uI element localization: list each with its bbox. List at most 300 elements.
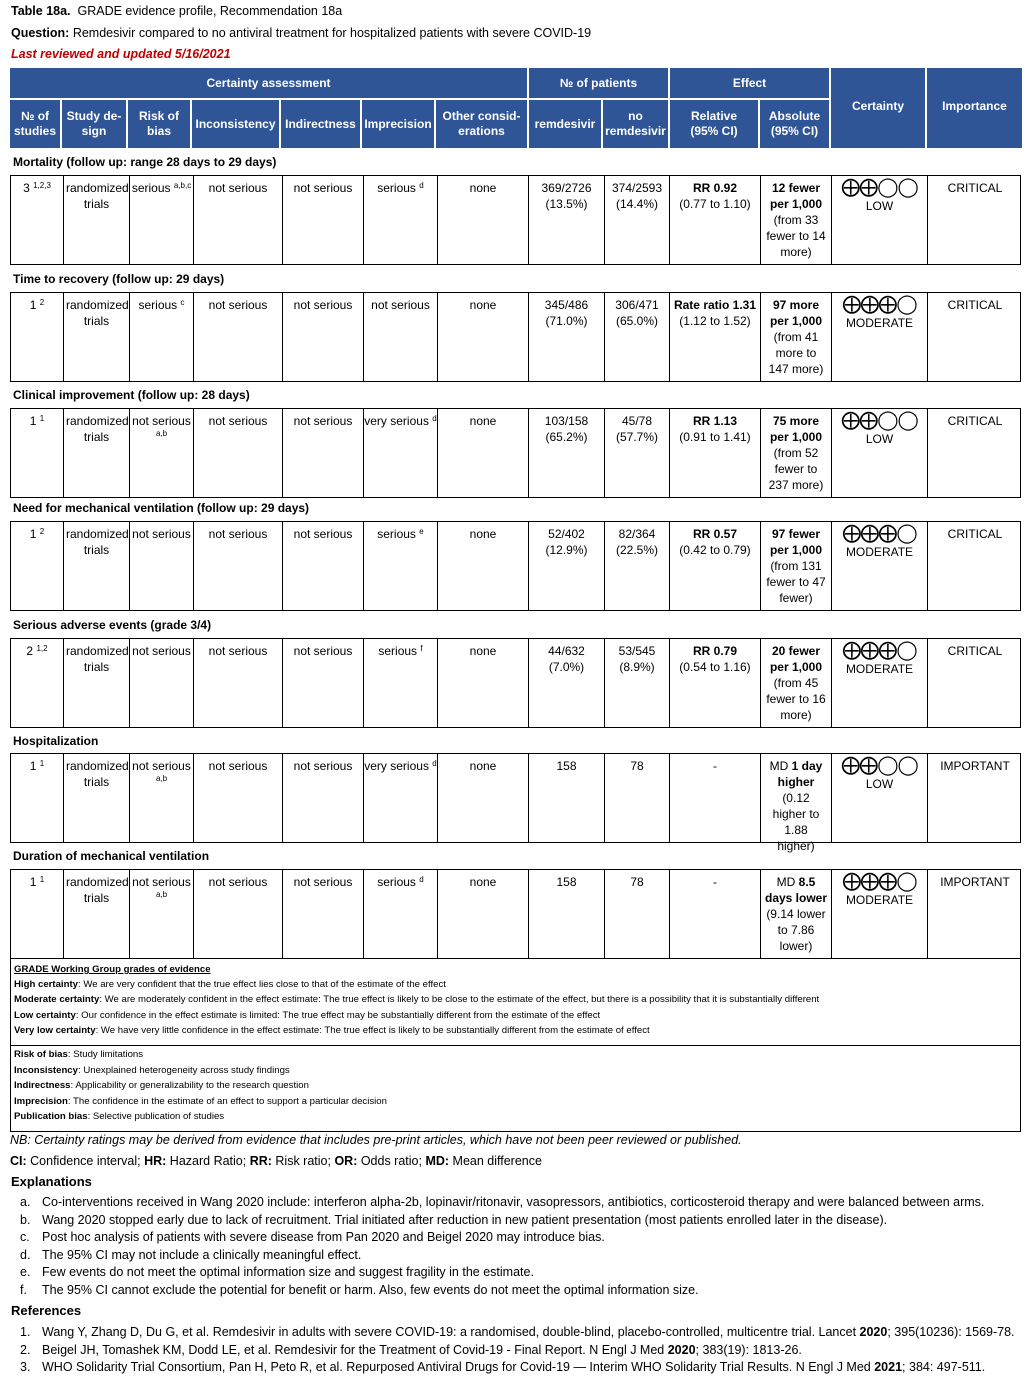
abbr-term: RR: xyxy=(249,1154,272,1168)
cell-cert xyxy=(831,870,927,958)
cell-rob xyxy=(129,409,193,497)
cell-oth xyxy=(437,870,528,958)
study-design: randomized trials xyxy=(66,527,129,557)
imprecision: very serious xyxy=(364,414,429,428)
cell-inc xyxy=(193,293,282,381)
cell-abs xyxy=(760,639,831,727)
header-indirectness: Indirectness xyxy=(281,100,360,148)
absolute-prefix: MD xyxy=(776,875,796,889)
legend-term: Inconsistency xyxy=(14,1065,78,1076)
cell-inc xyxy=(193,639,282,727)
inconsistency: not serious xyxy=(208,759,268,773)
absolute-value: 20 fewer per 1,000 xyxy=(769,644,823,674)
explanation-a xyxy=(20,1195,984,1209)
cell-norem xyxy=(604,754,669,842)
legend-domain-publication-bias xyxy=(14,1111,224,1123)
importance: CRITICAL xyxy=(947,527,1003,541)
cell-rel xyxy=(669,754,760,842)
indirectness: not serious xyxy=(293,759,353,773)
importance: IMPORTANT xyxy=(940,875,1010,889)
legend-term: Publication bias xyxy=(14,1111,88,1122)
cell-imp xyxy=(363,293,437,381)
reference-superscript: 1,2,3 xyxy=(33,181,51,190)
absolute-value: 8.5 days lower xyxy=(764,875,828,905)
indirectness: not serious xyxy=(293,875,353,889)
list-marker: 2. xyxy=(20,1343,31,1357)
cell-ind xyxy=(282,522,363,610)
risk-of-bias: serious xyxy=(138,298,178,312)
explanation-e xyxy=(20,1265,534,1279)
explanation-c xyxy=(20,1230,605,1244)
no-remdesivir-percent: (14.4%) xyxy=(615,197,659,211)
cell-imp xyxy=(363,522,437,610)
cell-design xyxy=(63,639,129,727)
indirectness: not serious xyxy=(293,414,353,428)
certainty-label: LOW xyxy=(865,199,894,213)
inconsistency: not serious xyxy=(208,414,268,428)
absolute-value: 12 fewer per 1,000 xyxy=(769,181,823,211)
cell-inc xyxy=(193,754,282,842)
cell-design xyxy=(63,754,129,842)
outcome-title: Clinical improvement (follow up: 28 days) xyxy=(13,388,250,402)
list-text: Post hoc analysis of patients with severe disease from Pan 2020 and Beigel 2020 may introduce bias. xyxy=(42,1230,605,1244)
certainty-rating-icon: ⨁⨁◯◯ xyxy=(841,177,918,198)
cell-imp xyxy=(363,409,437,497)
remdesivir-percent: (71.0%) xyxy=(545,314,588,328)
nb-note: NB: Certainty ratings may be derived from evidence that includes pre-print articles, which have not been peer reviewed or published. xyxy=(10,1133,742,1147)
legend-text: : The confidence in the estimate of an effect to support a particular decision xyxy=(67,1096,387,1107)
remdesivir-events: 345/486 xyxy=(544,298,589,312)
absolute-effect xyxy=(761,758,831,790)
no-remdesivir-percent: (57.7%) xyxy=(615,430,659,444)
cell-norem xyxy=(604,639,669,727)
n-studies: 2 xyxy=(26,644,34,658)
cell-inc xyxy=(193,409,282,497)
legend-domain-risk-of-bias xyxy=(14,1049,143,1061)
cell-design xyxy=(63,870,129,958)
cell-cert xyxy=(831,176,927,264)
absolute-effect xyxy=(761,526,831,558)
cell-rem xyxy=(528,176,604,264)
cell-design xyxy=(63,409,129,497)
relative-ci: - xyxy=(713,759,717,773)
absolute-ci: (from 41 more to 147 more) xyxy=(768,330,824,376)
explanation-d xyxy=(20,1248,361,1262)
reference-tail: ; 384: 497-511. xyxy=(902,1360,986,1374)
risk-of-bias: not serious xyxy=(132,527,191,541)
cell-oth xyxy=(437,639,528,727)
n-studies: 1 xyxy=(29,759,37,773)
cell-rel xyxy=(669,639,760,727)
cell-n xyxy=(11,522,63,610)
imprecision: very serious xyxy=(364,759,429,773)
no-remdesivir-events: 78 xyxy=(630,875,644,889)
legend-term: Moderate certainty xyxy=(14,994,100,1005)
remdesivir-events: 158 xyxy=(556,759,577,773)
reference-superscript: 1 xyxy=(39,414,45,423)
cell-oth xyxy=(437,754,528,842)
list-text: Wang 2020 stopped early due to lack of recruitment. Trial initiated after reduction in new patient presentation (most patients enrolled later in the disease). xyxy=(42,1213,888,1227)
header-inconsistency: Inconsistency xyxy=(192,100,279,148)
certainty-rating-icon: ⨁⨁◯◯ xyxy=(841,755,918,776)
n-studies: 1 xyxy=(29,527,37,541)
risk-of-bias: serious xyxy=(131,181,171,195)
other-considerations: none xyxy=(469,298,497,312)
legend-term: Indirectness xyxy=(14,1080,71,1091)
no-remdesivir-events: 45/78 xyxy=(621,414,653,428)
absolute-effect xyxy=(761,413,831,445)
cell-imp xyxy=(363,639,437,727)
risk-of-bias: not serious xyxy=(132,644,191,658)
no-remdesivir-events: 53/545 xyxy=(618,644,656,658)
relative-effect: Rate ratio 1.31 xyxy=(673,298,757,312)
cell-rob xyxy=(129,522,193,610)
header-importance: Importance xyxy=(927,68,1022,148)
question xyxy=(11,26,591,40)
cell-oth xyxy=(437,176,528,264)
cell-rem xyxy=(528,870,604,958)
table-row xyxy=(10,638,1021,728)
relative-ci: (0.54 to 1.16) xyxy=(679,660,751,674)
footnote-superscript: a,b,c xyxy=(173,181,192,190)
abbr-term: HR: xyxy=(144,1154,167,1168)
reference-year: 2021 xyxy=(874,1360,903,1374)
other-considerations: none xyxy=(469,527,497,541)
certainty-rating-icon: ⨁⨁⨁◯ xyxy=(842,871,917,892)
header-certainty: Certainty xyxy=(831,68,925,148)
legend-text: : We are very confident that the true effect lies close to that of the estimate of the effect xyxy=(77,979,446,990)
cell-cert xyxy=(831,522,927,610)
list-text: Co-interventions received in Wang 2020 include: interferon alpha-2b, lopinavir/ritonavir, vasopressors, antibiotics, corticosteroid therapy and were balanced between arms. xyxy=(42,1195,985,1209)
legend-term: Imprecision xyxy=(14,1096,68,1107)
certainty-rating-icon: ⨁⨁⨁◯ xyxy=(842,523,917,544)
no-remdesivir-events: 306/471 xyxy=(615,298,659,312)
footnote-superscript: a,b xyxy=(155,429,168,438)
study-design: randomized trials xyxy=(66,298,129,328)
header-n-studies: № of studies xyxy=(10,100,60,148)
inconsistency: not serious xyxy=(208,875,268,889)
risk-of-bias: not serious xyxy=(132,875,191,889)
importance: CRITICAL xyxy=(947,298,1003,312)
certainty-label: LOW xyxy=(865,432,894,446)
abbr-text: Confidence interval; xyxy=(26,1154,145,1168)
other-considerations: none xyxy=(469,181,497,195)
legend-grade-very-low xyxy=(14,1025,650,1037)
abbr-term: OR: xyxy=(334,1154,358,1168)
imprecision: serious xyxy=(377,875,416,889)
risk-of-bias: not serious xyxy=(132,414,191,428)
cell-rel xyxy=(669,293,760,381)
legend-grade-moderate xyxy=(14,994,819,1006)
explanation-b xyxy=(20,1213,887,1227)
remdesivir-events: 44/632 xyxy=(548,644,585,658)
cell-imp xyxy=(363,754,437,842)
absolute-value: 97 fewer per 1,000 xyxy=(769,527,823,557)
abbreviations xyxy=(10,1154,542,1168)
study-design: randomized trials xyxy=(66,759,129,789)
cell-abs xyxy=(760,870,831,958)
cell-rel xyxy=(669,409,760,497)
cell-design xyxy=(63,522,129,610)
explanations-title: Explanations xyxy=(11,1174,92,1189)
header-certainty-assessment: Certainty assessment xyxy=(10,68,527,98)
absolute-effect xyxy=(761,297,831,329)
cell-ind xyxy=(282,176,363,264)
absolute-ci: (from 52 fewer to 237 more) xyxy=(768,446,824,492)
list-text: Wang Y, Zhang D, Du G, et al. Remdesivir in adults with severe COVID-19: a randomised, double-blind, placebo-controlled, multicentre trial. Lancet xyxy=(42,1325,860,1339)
absolute-effect xyxy=(761,180,831,212)
table-row xyxy=(10,408,1021,498)
remdesivir-events: 158 xyxy=(556,875,577,889)
importance: CRITICAL xyxy=(947,181,1003,195)
cell-oth xyxy=(437,522,528,610)
header-other-considerations: Other consid-erations xyxy=(436,100,527,148)
cell-abs xyxy=(760,522,831,610)
legend-domain-imprecision xyxy=(14,1096,387,1108)
header-no-remdesivir: no remdesivir xyxy=(603,100,668,148)
cell-norem xyxy=(604,522,669,610)
n-studies: 3 xyxy=(23,181,30,195)
list-text: The 95% CI cannot exclude the potential for benefit or harm. Also, few events do not meet the optimal information size. xyxy=(42,1283,699,1297)
inconsistency: not serious xyxy=(208,181,268,195)
header-effect: Effect xyxy=(670,68,829,98)
cell-impt xyxy=(927,409,1022,497)
cell-rem xyxy=(528,639,604,727)
n-studies: 1 xyxy=(29,875,37,889)
cell-cert xyxy=(831,409,927,497)
explanation-f xyxy=(20,1283,699,1297)
importance: IMPORTANT xyxy=(940,759,1010,773)
list-marker: c. xyxy=(20,1230,30,1244)
study-design: randomized trials xyxy=(66,644,129,674)
relative-ci: (0.42 to 0.79) xyxy=(679,543,751,557)
no-remdesivir-percent: (22.5%) xyxy=(615,543,659,557)
cell-n xyxy=(11,176,63,264)
legend-grade-low xyxy=(14,1010,600,1022)
legend-text: : Study limitations xyxy=(67,1049,144,1060)
study-design: randomized trials xyxy=(66,414,129,444)
cell-rel xyxy=(669,176,760,264)
header-imprecision: Imprecision xyxy=(362,100,434,148)
list-marker: e. xyxy=(20,1265,31,1279)
outcome-title: Time to recovery (follow up: 29 days) xyxy=(13,272,225,286)
abbr-term: MD: xyxy=(425,1154,450,1168)
certainty-label: MODERATE xyxy=(845,545,914,559)
cell-impt xyxy=(927,870,1022,958)
cell-n xyxy=(11,754,63,842)
certainty-rating-icon: ⨁⨁⨁◯ xyxy=(842,640,917,661)
imprecision: serious xyxy=(377,181,416,195)
cell-rob xyxy=(129,293,193,381)
abbr-text: Risk ratio; xyxy=(271,1154,335,1168)
n-studies: 1 xyxy=(29,414,37,428)
cell-ind xyxy=(282,293,363,381)
importance: CRITICAL xyxy=(947,644,1003,658)
absolute-ci: (from 131 fewer to 47 fewer) xyxy=(766,559,826,605)
no-remdesivir-percent: (8.9%) xyxy=(619,660,655,674)
indirectness: not serious xyxy=(293,644,353,658)
header-relative: Relative (95% CI) xyxy=(670,100,758,148)
relative-effect: RR 0.57 xyxy=(692,527,738,541)
footnote-superscript: d xyxy=(419,181,424,190)
cell-rel xyxy=(669,870,760,958)
indirectness: not serious xyxy=(293,527,353,541)
remdesivir-events: 103/158 xyxy=(544,414,589,428)
table-label: Table 18a. xyxy=(11,4,71,18)
legend-text: : Selective publication of studies xyxy=(87,1111,225,1122)
list-text: Beigel JH, Tomashek KM, Dodd LE, et al. Remdesivir for the Treatment of Covid-19 - Final Report. N Engl J Med xyxy=(42,1343,668,1357)
cell-n xyxy=(11,639,63,727)
importance: CRITICAL xyxy=(947,414,1003,428)
list-marker: 1. xyxy=(20,1325,31,1339)
cell-cert xyxy=(831,293,927,381)
legend-title: GRADE Working Group grades of evidence xyxy=(14,964,211,975)
list-marker: f. xyxy=(20,1283,27,1297)
no-remdesivir-events: 82/364 xyxy=(618,527,656,541)
cell-inc xyxy=(193,870,282,958)
cell-oth xyxy=(437,293,528,381)
relative-ci: (1.12 to 1.52) xyxy=(679,314,751,328)
cell-n xyxy=(11,293,63,381)
header-absolute: Absolute (95% CI) xyxy=(760,100,829,148)
legend-text: : Applicability or generalizability to the research question xyxy=(70,1080,309,1091)
reference-tail: ; 395(10236): 1569-78. xyxy=(887,1325,1015,1339)
list-text: The 95% CI may not include a clinically meaningful effect. xyxy=(42,1248,362,1262)
list-marker: d. xyxy=(20,1248,31,1262)
n-studies: 1 xyxy=(29,298,37,312)
footnote-superscript: e xyxy=(419,527,424,536)
reference-tail: ; 383(19): 1813-26. xyxy=(695,1343,802,1357)
cell-rob xyxy=(129,176,193,264)
abbr-text: Odds ratio; xyxy=(357,1154,426,1168)
remdesivir-events: 369/2726 xyxy=(541,181,592,195)
other-considerations: none xyxy=(469,759,497,773)
relative-effect: RR 0.79 xyxy=(692,644,738,658)
cell-cert xyxy=(831,639,927,727)
absolute-effect xyxy=(761,643,831,675)
certainty-label: MODERATE xyxy=(845,662,914,676)
footnote-superscript: f xyxy=(420,644,423,653)
remdesivir-percent: (65.2%) xyxy=(545,430,588,444)
outcome-title: Serious adverse events (grade 3/4) xyxy=(13,618,212,632)
cell-rem xyxy=(528,522,604,610)
imprecision: not serious xyxy=(371,298,430,312)
other-considerations: none xyxy=(469,414,497,428)
cell-impt xyxy=(927,293,1022,381)
header-risk-of-bias: Risk of bias xyxy=(128,100,190,148)
cell-abs xyxy=(760,293,831,381)
abbr-term: CI: xyxy=(10,1154,27,1168)
grade-legend xyxy=(10,958,1021,1132)
list-text: Few events do not meet the optimal information size and suggest fragility in the estimate. xyxy=(42,1265,534,1279)
relative-ci: (0.77 to 1.10) xyxy=(679,197,751,211)
last-reviewed: Last reviewed and updated 5/16/2021 xyxy=(11,47,231,61)
other-considerations: none xyxy=(469,644,497,658)
risk-of-bias: not serious xyxy=(132,759,191,773)
reference-superscript: 2 xyxy=(39,298,45,307)
list-text: WHO Solidarity Trial Consortium, Pan H, Peto R, et al. Repurposed Antiviral Drugs for Covid-19 — Interim WHO Solidarity Trial Results. N Engl J Med xyxy=(42,1360,875,1374)
certainty-rating-icon: ⨁⨁◯◯ xyxy=(841,410,918,431)
reference-1 xyxy=(20,1325,1015,1339)
legend-domain-inconsistency xyxy=(14,1065,290,1077)
cell-abs xyxy=(760,409,831,497)
legend-text: : Our confidence in the effect estimate is limited: The true effect may be substantially different from the estimate of the effect xyxy=(75,1010,601,1021)
absolute-prefix: MD xyxy=(769,759,789,773)
relative-ci: - xyxy=(713,875,717,889)
table-row xyxy=(10,521,1021,611)
outcome-title: Mortality (follow up: range 28 days to 29 days) xyxy=(13,155,277,169)
cell-imp xyxy=(363,870,437,958)
reference-superscript: 1,2 xyxy=(36,644,48,653)
absolute-value: 1 day higher xyxy=(777,759,823,789)
study-design: randomized trials xyxy=(66,875,129,905)
list-marker: b. xyxy=(20,1213,31,1227)
references-title: References xyxy=(11,1303,82,1318)
reference-year: 2020 xyxy=(667,1343,696,1357)
indirectness: not serious xyxy=(293,298,353,312)
cell-ind xyxy=(282,409,363,497)
absolute-ci: (0.12 higher to 1.88 higher) xyxy=(772,791,820,853)
remdesivir-percent: (13.5%) xyxy=(545,197,588,211)
cell-cert xyxy=(831,754,927,842)
table-header xyxy=(10,68,1022,149)
remdesivir-percent: (12.9%) xyxy=(545,543,588,557)
cell-n xyxy=(11,870,63,958)
abbr-text: Hazard Ratio; xyxy=(166,1154,250,1168)
header-remdesivir: remdesivir xyxy=(529,100,601,148)
cell-inc xyxy=(193,176,282,264)
absolute-ci: (from 45 fewer to 16 more) xyxy=(766,676,826,722)
cell-rem xyxy=(528,754,604,842)
footnote-superscript: a,b xyxy=(155,774,168,783)
imprecision: serious xyxy=(378,644,418,658)
reference-superscript: 2 xyxy=(39,527,45,536)
remdesivir-percent: (7.0%) xyxy=(548,660,585,674)
reference-year: 2020 xyxy=(859,1325,888,1339)
outcome-title: Need for mechanical ventilation (follow up: 29 days) xyxy=(13,501,310,515)
outcome-title: Duration of mechanical ventilation xyxy=(13,849,210,863)
cell-rob xyxy=(129,870,193,958)
reference-3 xyxy=(20,1360,985,1374)
header-study-design: Study de-sign xyxy=(62,100,126,148)
cell-norem xyxy=(604,176,669,264)
cell-impt xyxy=(927,176,1022,264)
certainty-rating-icon: ⨁⨁⨁◯ xyxy=(842,294,917,315)
legend-term: High certainty xyxy=(14,979,78,990)
inconsistency: not serious xyxy=(208,527,268,541)
legend-text: : We have very little confidence in the effect estimate: The true effect is likely to be substantially different from the estimate of effect xyxy=(95,1025,650,1036)
absolute-effect xyxy=(761,874,831,906)
cell-norem xyxy=(604,870,669,958)
cell-n xyxy=(11,409,63,497)
other-considerations: none xyxy=(469,875,497,889)
cell-ind xyxy=(282,870,363,958)
cell-design xyxy=(63,293,129,381)
question-label: Question: xyxy=(11,26,70,40)
cell-rob xyxy=(129,639,193,727)
absolute-value: 97 more per 1,000 xyxy=(769,298,823,328)
no-remdesivir-events: 78 xyxy=(630,759,644,773)
relative-effect: RR 0.92 xyxy=(692,181,738,195)
inconsistency: not serious xyxy=(208,298,268,312)
cell-rob xyxy=(129,754,193,842)
study-design: randomized trials xyxy=(66,181,129,211)
legend-divider xyxy=(11,1045,1020,1046)
remdesivir-events: 52/402 xyxy=(548,527,585,541)
cell-impt xyxy=(927,754,1022,842)
no-remdesivir-events: 374/2593 xyxy=(611,181,663,195)
cell-ind xyxy=(282,639,363,727)
